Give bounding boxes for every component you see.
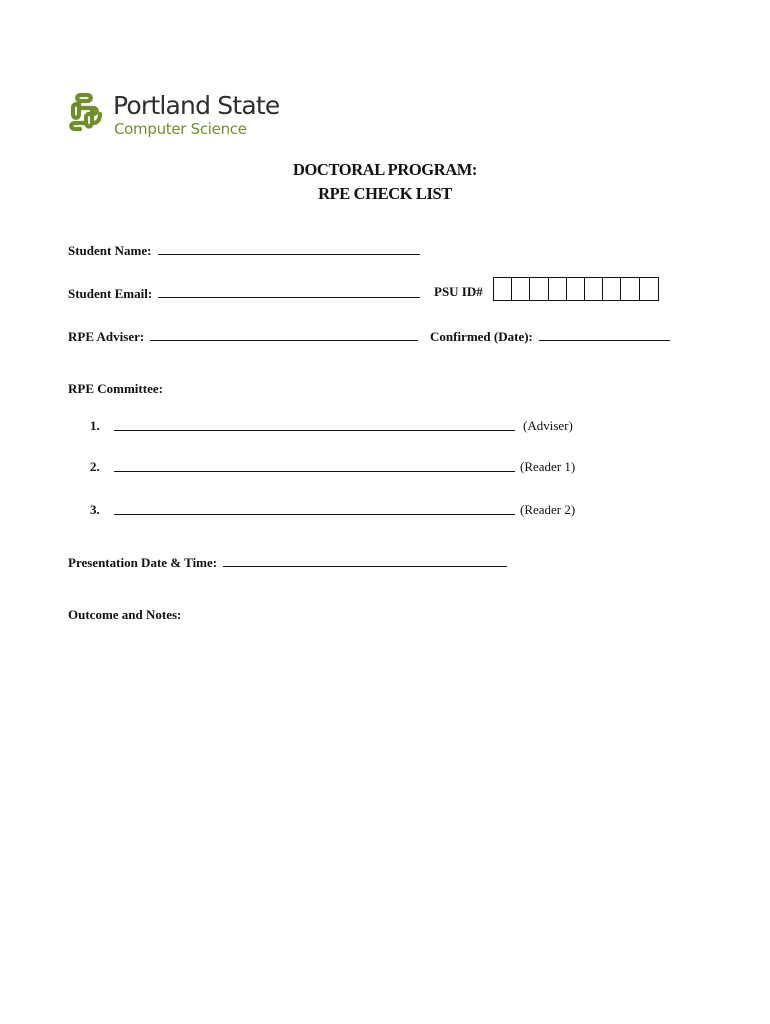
psu-id-digit-box[interactable] — [530, 278, 548, 300]
student-name-label: Student Name: — [68, 243, 152, 258]
psu-id-digit-box[interactable] — [621, 278, 639, 300]
committee-member-1-role: (Adviser) — [523, 418, 573, 433]
rpe-adviser-row — [68, 328, 418, 345]
page-title: DOCTORAL PROGRAM: — [292, 160, 478, 179]
committee-member-3-line-wrap — [114, 502, 515, 519]
student-email-label: Student Email: — [68, 286, 153, 301]
rpe-committee-label: RPE Committee: — [68, 381, 163, 396]
psu-id-digit-box[interactable] — [640, 278, 658, 300]
committee-member-3-number: 3. — [90, 502, 100, 517]
presentation-label: Presentation Date & Time: — [68, 555, 218, 570]
committee-member-3-field[interactable] — [114, 502, 515, 515]
portland-state-logo — [66, 91, 280, 140]
psu-id-digit-box[interactable] — [585, 278, 603, 300]
psu-id-digit-box[interactable] — [603, 278, 621, 300]
committee-member-2-field[interactable] — [114, 459, 515, 472]
rpe-adviser-field[interactable] — [150, 328, 418, 341]
confirmed-date-field[interactable] — [539, 328, 670, 341]
psu-logo-mark-icon — [66, 92, 106, 132]
student-name-field[interactable] — [158, 242, 420, 255]
student-name-row — [68, 242, 420, 259]
confirmed-date-row — [430, 328, 670, 345]
committee-member-2-number: 2. — [90, 459, 100, 474]
logo-title: Portland State — [113, 91, 280, 120]
presentation-row — [68, 554, 507, 571]
psu-id-digit-box[interactable] — [567, 278, 585, 300]
psu-id-label: PSU ID# — [434, 284, 483, 299]
psu-id-field[interactable] — [493, 277, 659, 301]
committee-member-1-line-wrap — [114, 418, 515, 435]
psu-id-digit-box[interactable] — [512, 278, 530, 300]
psu-id-digit-box[interactable] — [494, 278, 512, 300]
confirmed-date-label: Confirmed (Date): — [430, 329, 533, 344]
committee-member-1-field[interactable] — [114, 418, 515, 431]
logo-subtitle: Computer Science — [114, 120, 247, 138]
student-email-field[interactable] — [158, 285, 420, 298]
committee-member-2-line-wrap — [114, 459, 515, 476]
committee-member-3-role: (Reader 2) — [520, 502, 576, 517]
page-subtitle: RPE CHECK LIST — [318, 184, 452, 203]
committee-member-2-role: (Reader 1) — [520, 459, 576, 474]
psu-id-digit-box[interactable] — [549, 278, 567, 300]
presentation-field[interactable] — [223, 554, 507, 567]
outcome-notes-label: Outcome and Notes: — [68, 607, 182, 622]
rpe-adviser-label: RPE Adviser: — [68, 329, 145, 344]
committee-member-1-number: 1. — [90, 418, 100, 433]
student-email-row — [68, 285, 420, 302]
